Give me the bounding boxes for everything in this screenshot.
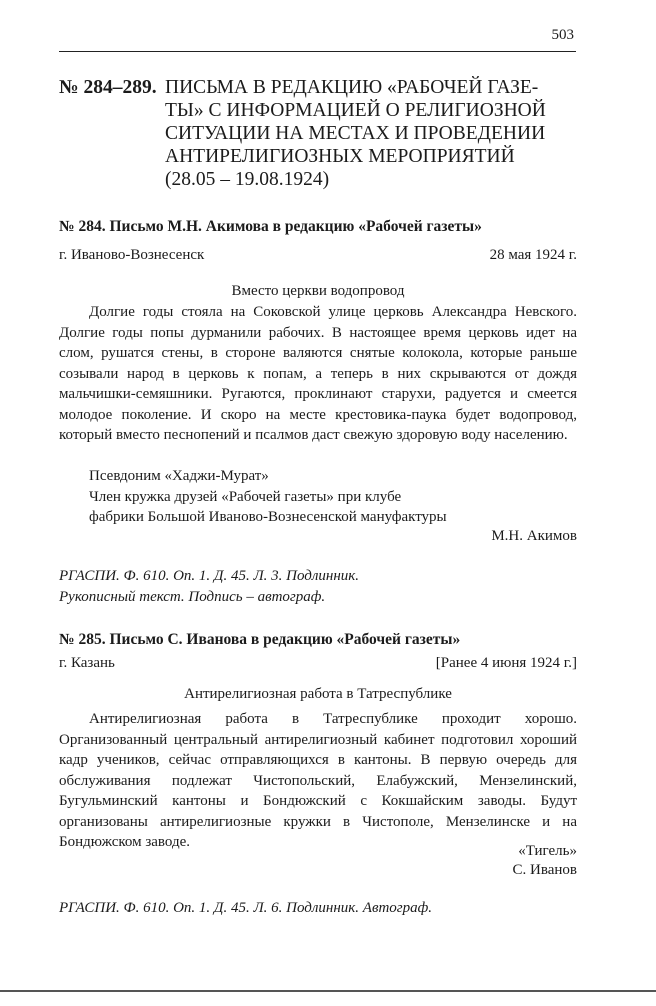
doc285-heading: № 285. Письмо С. Иванова в редакцию «Рабочей газеты» xyxy=(59,631,461,648)
header-rule xyxy=(59,51,576,52)
signature-line: Псевдоним «Хаджи-Мурат» xyxy=(89,468,269,484)
doc284-date: 28 мая 1924 г. xyxy=(489,247,577,263)
doc285-date: [Ранее 4 июня 1924 г.] xyxy=(435,655,577,671)
doc285-subtitle: Антирелигиозная работа в Татреспублике xyxy=(184,686,452,702)
doc285-author: С. Иванов xyxy=(512,862,577,878)
signature-line: Член кружка друзей «Рабочей газеты» при клубе xyxy=(89,488,402,505)
section-title-line: СИТУАЦИИ НА МЕСТАХ И ПРОВЕДЕНИИ xyxy=(165,123,546,144)
section-title-line: ПИСЬМА В РЕДАКЦИЮ «РАБОЧЕЙ ГАЗЕ- xyxy=(165,77,539,98)
doc285-place: г. Казань xyxy=(59,655,115,671)
bottom-edge xyxy=(0,990,656,992)
doc284-place: г. Иваново-Вознесенск xyxy=(59,247,205,263)
section-title-line: АНТИРЕЛИГИОЗНЫХ МЕРОПРИЯТИЙ xyxy=(165,146,515,167)
doc285-pseudonym: «Тигель» xyxy=(518,843,577,859)
page-number: 503 xyxy=(551,27,574,43)
section-title-line: ТЫ» С ИНФОРМАЦИЕЙ О РЕЛИГИОЗНОЙ xyxy=(165,100,546,121)
section-title-dates: (28.05 – 19.08.1924) xyxy=(165,169,330,190)
doc284-signature xyxy=(89,466,447,528)
section-number: № 284–289. xyxy=(59,77,157,98)
doc284-author: М.Н. Акимов xyxy=(491,528,577,544)
doc284-heading: № 284. Письмо М.Н. Акимова в редакцию «Рабочей газеты» xyxy=(59,218,482,235)
doc284-subtitle: Вместо церкви водопровод xyxy=(231,283,405,299)
doc284-body: Долгие годы стояла на Соковской улице церковь Александра Невского. Долгие годы попы дурманили рабочих. В настоящее время церковь идет на слом, рушатся стены, в стороне валяются снятые колокола, которые раньше созывали народ в церковь к попам, а теперь в них скрываются от дождя мальчишки-семяшники. Ругаются, проклинают старухи, радуется и смеется молодое поколение. И скоро на месте крестовика-паука будет водопровод, который вместо песнопений и псалмов даст свежую здоровую воду населению. xyxy=(59,304,577,443)
doc285-body: Антирелигиозная работа в Татреспублике проходит хорошо. Организованный центральный антирелигиозный кабинет подготовил хороший кадр учеников, сейчас отправляющихся в кантоны. В первую очередь для обслуживания подлежат Чистопольский, Елабужский, Мензелинский, Бугульминский кантоны и Бондюжский с Кокшайским заводы. Будут организованы антирелигиозные кружки в Чистополе, Мензелинске и на Бондюжском заводе. xyxy=(59,711,577,850)
doc284-archive xyxy=(59,566,359,607)
archive-line: Рукописный текст. Подпись – автограф. xyxy=(59,588,326,605)
signature-line: фабрики Большой Иваново-Вознесенской мануфактуры xyxy=(89,509,447,525)
doc285-archive: РГАСПИ. Ф. 610. Оп. 1. Д. 45. Л. 6. Подлинник. Автограф. xyxy=(59,900,433,916)
section-title xyxy=(59,76,579,191)
archive-line: РГАСПИ. Ф. 610. Оп. 1. Д. 45. Л. 3. Подлинник. xyxy=(59,568,360,584)
